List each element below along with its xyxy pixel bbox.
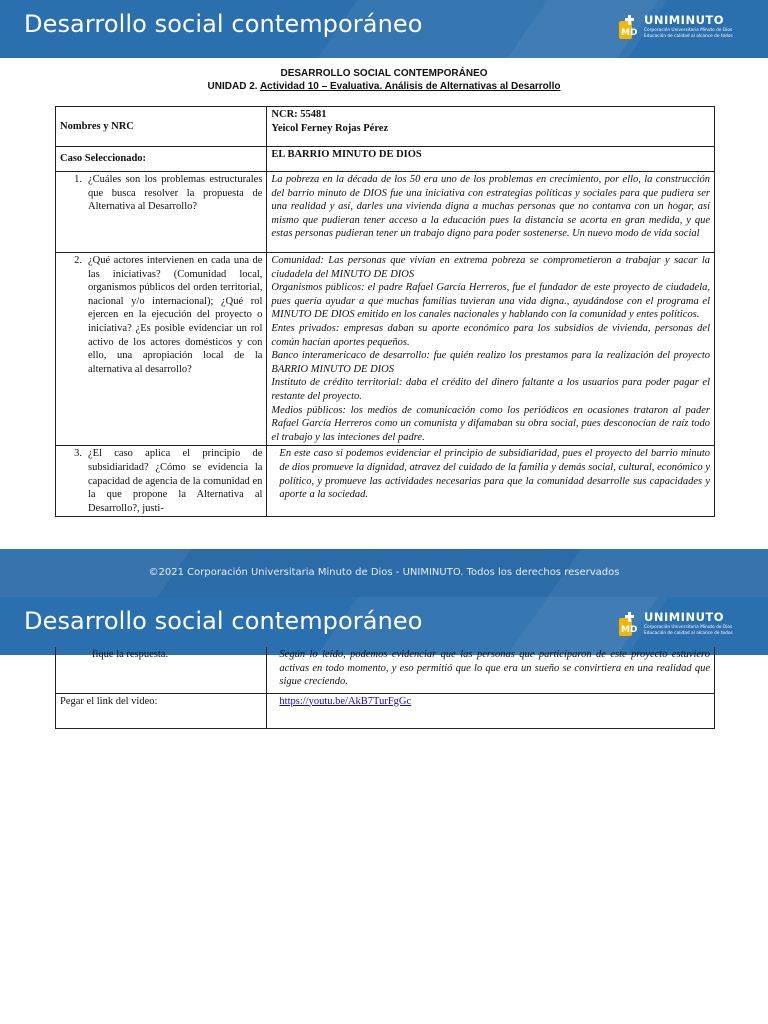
answer-paragraph: Entes privados: empresas daban su aporte económico para los subsidios de vivienda, personas del común hacían aportes pequeños. <box>271 322 710 348</box>
question-text: ¿Cuáles son los problemas estructurales que busca resolver la propuesta de Alternativa al Desarrollo? <box>88 174 263 213</box>
banner-title: Desarrollo social contemporáneo <box>24 10 423 38</box>
question-text: ¿Qué actores intervienen en cada una de las iniciativas? (Comunidad local, organismos públicos del orden territorial, nacional y/o internacional); ¿Qué rol ejercen en la ejecución del proyecto o iniciativa? ¿Es posible evidenciar un rol activo de los actores domésticos y con ello, una apropiación local de la alternativa al desarrollo? <box>88 255 263 375</box>
answer-paragraph: Medios públicos: los medios de comunicación como los periódicos en ocasiones trataron al pader Rafael García Herreros como un comunista y difamaban su obra social, pues desconocían de raíz todo el trabajo y las inteciones del padre. <box>271 404 710 443</box>
question-3-cell-continued <box>56 647 267 693</box>
question-number: 2. <box>74 255 82 266</box>
table-row <box>56 647 715 693</box>
names-label: Nombres y NRC <box>56 107 267 147</box>
page-footer <box>0 549 768 597</box>
answer-paragraph: Instituto de crédito territorial: daba el crédito del dinero faltante a los usuarios para poder pagar el restante del proyecto. <box>271 377 710 402</box>
question-1-cell <box>56 172 267 253</box>
question-number: 3. <box>74 448 82 460</box>
logo-name: UNIMINUTO <box>644 610 725 624</box>
answer-3: En este caso si podemos evidenciar el principio de subsidiaridad, pues el proyecto del barrio minuto de dios promueve la dignidad, atravez del cuidado de la familia y demás social, cultural, económico y político, y promueve las actividades necesarias para que la comunidad desarrolle sus capacidades y aporte a la sociedad. <box>267 446 715 517</box>
logo-mark-icon <box>616 12 644 44</box>
answer-3-continued: Según lo leído, podemos evidenciar que las personas que participaron de este proyecto estuviero activas en todo momento, y eso permitió que lo que era un sueño se convirtiera en una realidad que sigue creciendo. <box>267 647 715 693</box>
table-row <box>56 147 715 172</box>
names-value <box>267 107 715 147</box>
banner-title: Desarrollo social contemporáneo <box>24 607 423 635</box>
footer-copyright: ©2021 Corporación Universitaria Minuto de Dios - UNIMINUTO. Todos los derechos reservados <box>148 567 620 578</box>
logo-tagline: Educación de calidad al alcance de todos <box>644 631 733 636</box>
activity-table <box>55 106 715 517</box>
answer-paragraph: Organismos públicos: el padre Rafael García Herreros, fue el fundador de este proyecto de ciudadela, pues quería ayudar a que muchas familias tuvieran una vida digna., ayudándose con el programa el MINUTO DE DIOS emitido en los canales nacionales y hablando con la comunidad y entes políticos. <box>271 282 710 321</box>
table-row <box>56 446 715 517</box>
video-label: Pegar el link del video: <box>56 693 267 728</box>
answer-paragraph: Banco interamericaco de desarrollo: fue quién realizo los prestamos para la realización del proyecto BARRIO MINUTO DE DIOS <box>271 350 710 375</box>
table-row <box>56 693 715 728</box>
answer-1: La pobreza en la década de los 50 era uno de los problemas en crecimiento, por ello, la construcción del barrio minuto de DIOS fue una iniciativa con estrategias políticas y sociales para que pudiera ser una realidad y así, darles una vivienda digna a muchas personas que no contanva con un hogar, así mismo que pudieran tener acceso a la educación pues la distancia se acorta en gran medida, y que estas personas pudieran tener un trabajo digno para poder sostenerse. Un nuevo modo de vida social <box>267 172 715 253</box>
uniminuto-logo <box>614 607 740 645</box>
question-text: ¿El caso aplica el principio de subsidiaridad? ¿Cómo se evidencia la capacidad de agencia de la comunidad en la que propone la Alternativa al Desarrollo?, justi- <box>88 448 263 514</box>
unit-activity: Actividad 10 – Evaluativa. Análisis de Alternativas al Desarrollo <box>259 81 561 92</box>
uniminuto-logo <box>614 10 740 48</box>
doc-unit <box>0 81 768 92</box>
logo-tagline: Educación de calidad al alcance de todos <box>644 34 733 39</box>
table-row <box>56 107 715 147</box>
svg-text:MD: MD <box>621 625 638 635</box>
doc-title: DESARROLLO SOCIAL CONTEMPORÁNEO <box>280 68 488 79</box>
page1-banner <box>0 0 768 58</box>
svg-text:MD: MD <box>621 28 638 38</box>
answer-2 <box>267 253 715 446</box>
video-cell <box>267 693 715 728</box>
logo-subtitle: Corporación Universitaria Minuto de Dios <box>644 625 733 630</box>
logo-subtitle: Corporación Universitaria Minuto de Dios <box>644 28 733 33</box>
logo-mark-icon <box>616 609 644 641</box>
logo-name: UNIMINUTO <box>644 13 725 27</box>
question-number: 1. <box>74 174 82 185</box>
case-value: EL BARRIO MINUTO DE DIOS <box>267 147 715 172</box>
activity-table-continued <box>55 647 715 729</box>
table-row <box>56 172 715 253</box>
question-text: fique la respuesta. <box>92 649 169 660</box>
table-row <box>56 253 715 446</box>
question-3-cell <box>56 446 267 517</box>
answer-paragraph: Comunidad: Las personas que vivían en extrema pobreza se comprometieron a trabajar y sacar la ciudadela del MINUTO DE DIOS <box>271 255 710 280</box>
video-link[interactable]: https://youtu.be/AkB7TurFgGc <box>279 695 412 707</box>
unit-prefix: UNIDAD 2. <box>207 81 260 92</box>
ncr-value: NCR: 55481 <box>271 109 327 120</box>
student-name: Yeicol Ferney Rojas Pérez <box>271 122 389 134</box>
question-2-cell <box>56 253 267 446</box>
case-label: Caso Seleccionado: <box>56 147 267 172</box>
